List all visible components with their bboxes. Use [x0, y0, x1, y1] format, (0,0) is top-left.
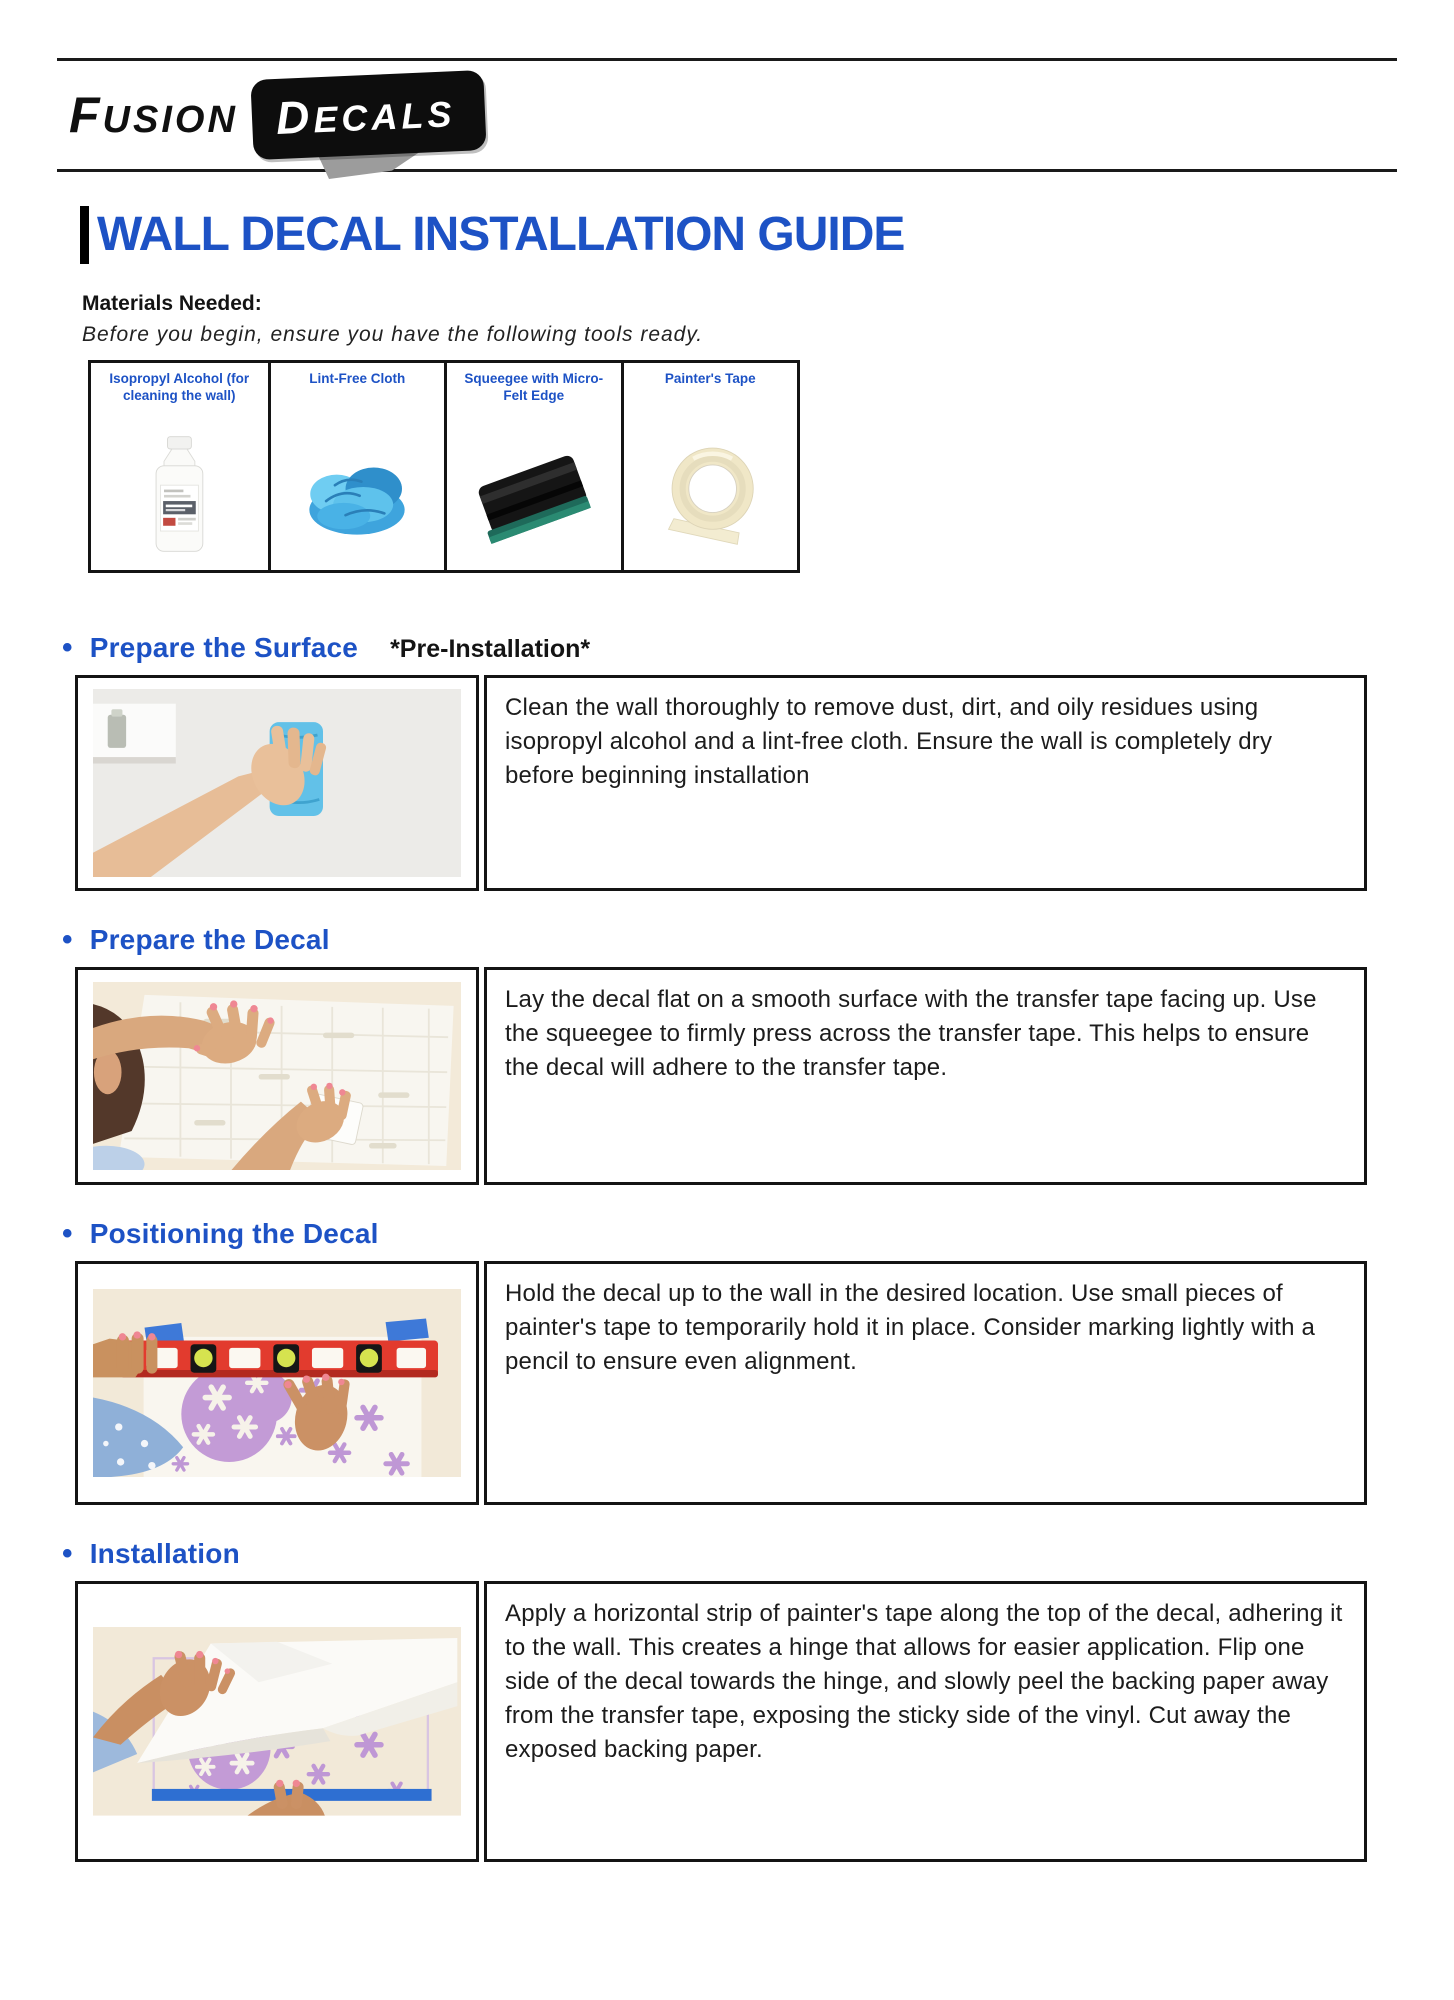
pre-installation-note: *Pre-Installation* — [390, 634, 591, 663]
step-text: Hold the decal up to the wall in the desired location. Use small pieces of painter's tape to temporarily hold it in place. Consider marking lightly with a pencil to ensure even alignment. — [484, 1261, 1367, 1505]
header-rule-bottom — [57, 169, 1397, 172]
step-heading-prepare-surface — [62, 631, 1397, 665]
title-accent-bar — [80, 206, 89, 264]
materials-table — [88, 360, 800, 573]
squeegee-icon — [447, 423, 621, 570]
hand-wiping-wall-photo — [93, 689, 461, 878]
photo-cell — [75, 675, 479, 892]
step-text: Lay the decal flat on a smooth surface with the transfer tape facing up. Use the squeegee to firmly press across the transfer tape. This helps to ensure the decal will adhere to the transfer tape. — [484, 967, 1367, 1185]
materials-section — [82, 292, 1397, 573]
page-title: WALL DECAL INSTALLATION GUIDE — [97, 208, 905, 261]
step-title: • Prepare the Decal — [62, 923, 330, 957]
brand-fusion-text: FUSION — [69, 87, 238, 143]
material-cell-painters-tape — [621, 363, 798, 570]
leveling-decal-photo — [93, 1289, 461, 1478]
step-heading-prepare-decal — [62, 923, 1397, 957]
step-row-installation — [75, 1581, 1367, 1862]
step-row-prepare-decal — [75, 967, 1367, 1185]
material-label: Isopropyl Alcohol (for cleaning the wall) — [109, 370, 250, 404]
photo-cell — [75, 967, 479, 1185]
brand-decals-badge: DECALS — [250, 70, 487, 160]
step-row-prepare-surface — [75, 675, 1367, 892]
brand-logo — [57, 61, 1397, 169]
step-title: • Installation — [62, 1537, 240, 1571]
photo-cell — [75, 1261, 479, 1505]
painters-tape-roll-icon — [624, 423, 798, 570]
step-title: • Positioning the Decal — [62, 1217, 379, 1251]
material-label: Squeegee with Micro-Felt Edge — [464, 370, 604, 404]
photo-cell — [75, 1581, 479, 1862]
step-text: Apply a horizontal strip of painter's tape along the top of the decal, adhering it to the wall. This creates a hinge that allows for easier application. Flip one side of the decal towards the hinge, and slowly peel the backing paper away from the transfer tape, exposing the sticky side of the vinyl. Cut away the exposed backing paper. — [484, 1581, 1367, 1862]
materials-intro: Before you begin, ensure you have the following tools ready. — [82, 322, 704, 346]
step-text: Clean the wall thoroughly to remove dust, dirt, and oily residues using isopropyl alcohol and a lint-free cloth. Ensure the wall is completely dry before beginning installation — [484, 675, 1367, 892]
materials-heading: Materials Needed: — [82, 291, 262, 315]
step-heading-positioning-decal — [62, 1217, 1397, 1251]
step-heading-installation — [62, 1537, 1397, 1571]
step-title: • Prepare the Surface — [62, 631, 358, 665]
pressing-transfer-tape-photo — [93, 982, 461, 1171]
title-block — [80, 206, 1397, 264]
material-cell-lint-free-cloth — [268, 363, 445, 570]
step-row-positioning-decal — [75, 1261, 1367, 1505]
material-label: Painter's Tape — [664, 370, 756, 386]
material-cell-squeegee — [444, 363, 621, 570]
lint-free-cloth-icon — [271, 423, 445, 570]
material-label: Lint-Free Cloth — [309, 370, 406, 386]
material-cell-isopropyl-alcohol — [91, 363, 268, 570]
peeling-backing-paper-photo — [93, 1627, 461, 1816]
alcohol-bottle-icon — [91, 423, 268, 570]
